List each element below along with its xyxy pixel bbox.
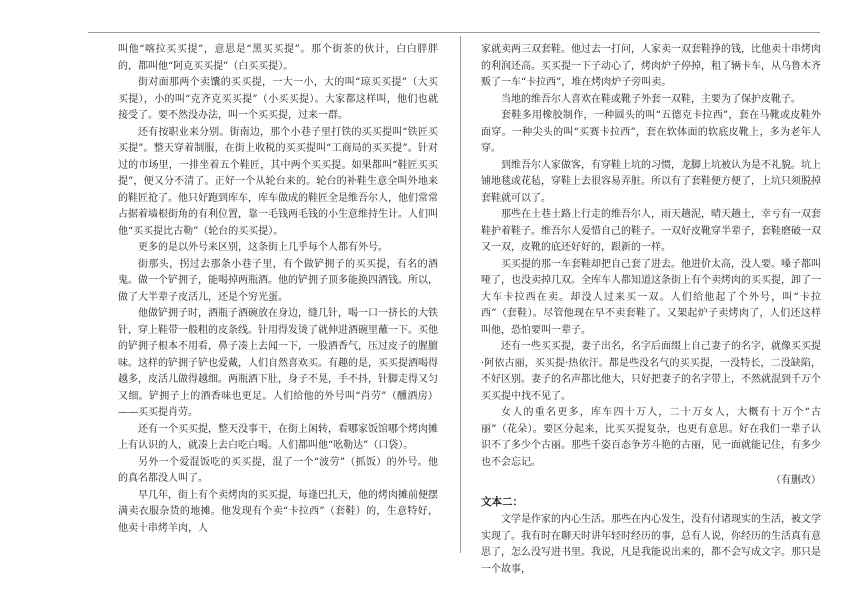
- paragraph: 早几年，街上有个卖烤肉的买买提，每逢巴扎天，他的烤肉摊前便摆满卖衣服杂货的地摊。他发现有个卖“卡拉西”（套鞋）的，生意特好，他卖十串烤羊肉，人: [118, 489, 438, 534]
- section-heading: 文本二：: [481, 495, 523, 508]
- right-column: [481, 42, 821, 578]
- paragraph: 到维吾尔人家做客，有穿鞋上坑的习惯，龙脚上坑被认为是不礼貌。坑上铺地毯或花毡，穿鞋上去很容易弄脏。所以有了套鞋便方便了，上坑只须脱掉套鞋就可以了。: [481, 159, 821, 204]
- paragraph: 他做铲拥子时，酒瓶子酒碗放在身边，缝几针，喝一口一挤长的大铁针，穿上鞋带一般粗的皮条线。针用得发烫了就伸进酒碗里蘸一下。买他的铲拥子根本不用看，鼻子凑上去闻一下，一股酒香气，压过皮子的腥膻味。这样的铲拥子铲也爱戴，人们自然喜欢买。有趣的是，买买提酒喝得越多，皮活儿做得越细。两瓶酒下肚，身子不晃，手不抖，针脚走得又匀又细。铲拥子上的酒香味也更足。人们给他的外号叫“肖劳”（醺酒房）——买买提肖劳。: [118, 308, 438, 418]
- paragraph: 街对面那两个卖馕的买买提，一大一小，大的叫“琼买买提”（大买买提），小的叫“克齐克买买提”（小买买提）。大家都这样叫，他们也就接受了。要不然没办法，叫一个买买提，过来一群。: [118, 77, 438, 121]
- paragraph: 那些在土巷土路上行走的维吾尔人，雨天趟泥，晴天趟土，幸亏有一双套鞋护着鞋子。维吾尔人爱惜自己的鞋子。一双好皮靴穿半辈子，套鞋磨破一双又一双，皮靴的底还好好的，跟新的一样。: [481, 209, 821, 253]
- paragraph: 当地的维吾尔人喜欢在鞋或靴子外套一双鞋，主要为了保护皮靴子。: [501, 93, 801, 105]
- paragraph: 另外一个爱混饭吃的买买提，混了一个“波劳”（抓饭）的外号。他的真名都没人叫了。: [118, 456, 438, 484]
- header-rule: [88, 32, 820, 33]
- paragraph: 家就卖两三双套鞋。他过去一打问，人家卖一双套鞋挣的钱，比他卖十串烤肉的利润还高。买买提一下子动心了，烤肉炉子停掉，租了辆卡车，从乌鲁木齐贩了一车“卡拉西”，堆在烤肉炉子旁叫卖。: [481, 44, 821, 88]
- paragraph: 更多的是以外号来区别，这条街上几乎每个人都有外号。: [138, 242, 388, 253]
- paragraph: 还有按职业来分别。街南边，那个小巷子里打铁的买买提叫“铁匠买买提”。整天穿着制服，在街上收税的买买提叫“工商局的买买提”。针对过的市场里，一排坐着五个鞋匠，其中两个买买提。如果都叫“鞋匠买买提”，便又分不清了。正好一个从轮台来的。轮台的补鞋生意全叫外地来的鞋匠抢了。他只好跑到库车，库车做成的鞋匠全是维吾尔人，他们常常占据着墙根街角的有利位置，靠一毛钱两毛钱的小生意维持生计。人们叫他“买买提比古勒”（轮台的买买提）。: [118, 126, 438, 237]
- paragraph: 还有一个买买提，整天没事干，在街上闲转，看哪家饭馆哪个烤肉摊上有认识的人，就凑上去白吃白喝。人们都叫他“吆勒达”（口袋）。: [118, 423, 438, 451]
- paragraph: 买买提的那一车套鞋却把自己套了进去。他进价太高，没人要。嗓子都叫哑了，也没卖掉几双。全库车人都知道这条街上有个卖烤肉的买买提，卸了一大车卡拉西在卖。却没人过来买一双。人们给他起了个外号，叫“卡拉西”（套鞋）。尽管他现在早不卖套鞋了。又架起炉子卖烤肉了，人们还这样叫他，恐怕要叫一辈子。: [481, 258, 821, 336]
- edited-note: （有删改）: [771, 475, 821, 486]
- paragraph: 套鞋多用橡胶制作，一种圆头的叫“五德克卡拉西”，套在马靴或皮鞋外面穿。一种尖头的叫“买赛卡拉西”，套在软体面的软底皮靴上，多为老年人穿。: [481, 110, 821, 154]
- paragraph: 街那头，拐过去那条小巷子里，有个做铲拥子的买买提，有名的酒鬼。做一个铲拥子，能喝掉两瓶酒。他的铲拥子顶多能换四酒钱。所以，做了大半辈子皮活儿，还是个穷光蛋。: [118, 258, 438, 303]
- paragraph: 还有一些买买提，妻子出名，名字后面缀上自己妻子的名字，就像买买提·阿依古丽，买买提·热依汗。都是些没名气的买买提，一没特长，二没缺陷，不好区别。妻子的名声都比他大，只好把妻子的名字带上，不然就混到千万个买买提中找不见了。: [481, 341, 821, 402]
- paragraph: 叫他“喀拉买买提”，意思是“黑买买提”。那个街茶的伙计，白白胖胖的，都叫他“阿克买买提”（白买买提）。: [118, 44, 438, 72]
- paragraph: 文学是作家的内心生活。那些在内心发生，没有付诸现实的生活，被文学实现了。我有时在聊天时讲年轻时经历的事，总有人说，你经历的生活真有意思了，怎么没写进书里。我说，凡是我能说出来的，都不会写成文字。那只是一个故事，: [481, 514, 821, 575]
- paragraph: 女人的重名更多，库车四十万人，二十万女人，大概有十万个“古丽”（花朵）。要区分起来，比买买提复杂，也更有意思。好在我们一辈子认识不了多少个古丽。那些千姿百态争芳斗艳的古丽，见一面就能记住，有多少也不会忘记。: [481, 407, 821, 468]
- left-column: [118, 42, 438, 537]
- column-divider: [460, 36, 461, 553]
